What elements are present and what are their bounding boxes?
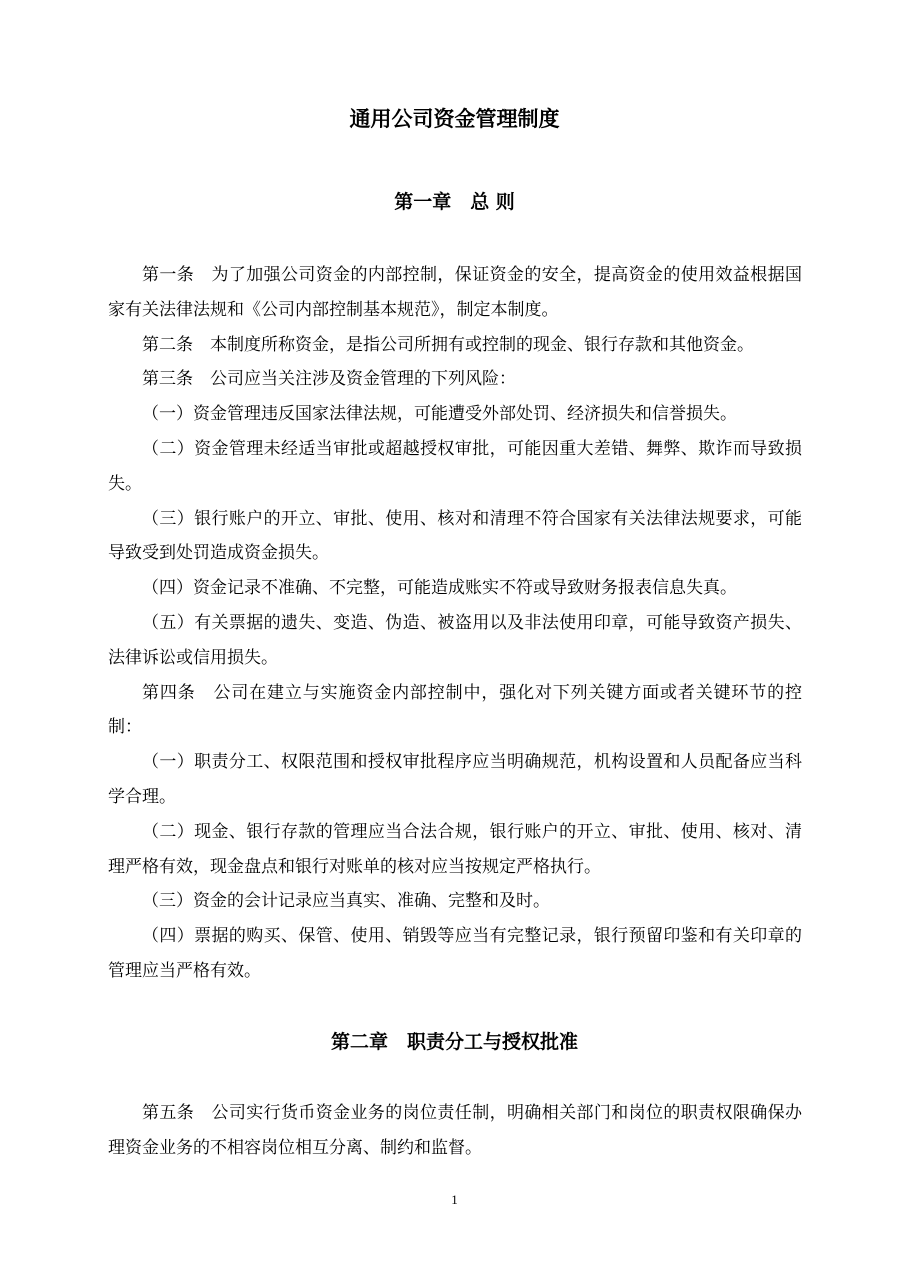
article-1 <box>108 258 802 328</box>
item-lead: （二） <box>142 438 195 459</box>
article-text: 为了加强公司资金的内部控制，保证资金的安全，提高资金的使用效益根据国家有关法律法规和《公司内部控制基本规范》，制定本制度。 <box>108 265 803 320</box>
chapter-heading: 第二章 职责分工与授权批准 <box>330 1031 578 1053</box>
item-text: 资金的会计记录应当真实、准确、完整和及时。 <box>193 891 550 912</box>
item-text: 银行账户的开立、审批、使用、核对和清理不符合国家有关法律法规要求，可能导致受到处罚造成资金损失。 <box>108 508 803 564</box>
article-5 <box>108 1096 802 1166</box>
item-lead: （二） <box>142 821 195 842</box>
article-text: 公司应当关注涉及资金管理的下列风险： <box>210 369 516 390</box>
item-text: 资金记录不准确、不完整，可能造成账实不符或导致财务报表信息失真。 <box>193 578 737 599</box>
article-lead: 第一条 <box>142 265 212 285</box>
chapter-2-body <box>108 1096 802 1166</box>
article-lead: 第四条 <box>142 682 214 703</box>
article-text: 公司在建立与实施资金内部控制中，强化对下列关键方面或者关键环节的控制： <box>108 682 803 738</box>
item-lead: （四） <box>142 578 193 599</box>
item-lead: （三） <box>142 891 193 912</box>
article-3 <box>108 362 802 397</box>
list-item <box>108 884 802 919</box>
chapter-heading: 第一章 总 则 <box>394 191 515 213</box>
item-text: 资金管理未经适当审批或超越授权审批，可能因重大差错、舞弊、欺诈而导致损失。 <box>108 438 803 494</box>
item-text: 现金、银行存款的管理应当合法合规，银行账户的开立、审批、使用、核对、清理严格有效，现金盘点和银行对账单的核对应当按规定严格执行。 <box>108 821 803 877</box>
article-lead: 第三条 <box>142 369 210 390</box>
article-lead: 第五条 <box>142 1103 212 1123</box>
item-lead: （三） <box>142 508 195 529</box>
list-item <box>108 919 802 989</box>
list-item <box>108 502 802 572</box>
item-text: 职责分工、权限范围和授权审批程序应当明确规范，机构设置和人员配备应当科学合理。 <box>108 752 803 807</box>
list-item <box>108 815 802 885</box>
list-item <box>108 606 802 676</box>
article-4 <box>108 676 802 746</box>
item-text: 有关票据的遗失、变造、伪造、被盗用以及非法使用印章，可能导致资产损失、法律诉讼或信用损失。 <box>108 612 803 668</box>
chapter-1-body <box>108 258 802 989</box>
list-item <box>108 571 802 606</box>
list-item <box>108 432 802 502</box>
item-lead: （五） <box>142 612 195 633</box>
item-lead: （四） <box>142 926 195 947</box>
page-number: 1 <box>451 1192 458 1207</box>
item-text: 票据的购买、保管、使用、销毁等应当有完整记录，银行预留印鉴和有关印章的管理应当严格有效。 <box>108 926 803 981</box>
article-text: 公司实行货币资金业务的岗位责任制，明确相关部门和岗位的职责权限确保办理资金业务的不相容岗位相互分离、制约和监督。 <box>108 1103 803 1158</box>
item-lead: （一） <box>142 752 195 773</box>
article-text: 本制度所称资金，是指公司所拥有或控制的现金、银行存款和其他资金。 <box>210 334 754 355</box>
item-lead: （一） <box>142 404 193 425</box>
item-text: 资金管理违反国家法律法规，可能遭受外部处罚、经济损失和信誉损失。 <box>193 404 737 425</box>
list-item <box>108 397 802 432</box>
document-title: 通用公司资金管理制度 <box>349 106 560 131</box>
article-2 <box>108 328 802 363</box>
list-item <box>108 745 802 815</box>
article-lead: 第二条 <box>142 334 210 355</box>
